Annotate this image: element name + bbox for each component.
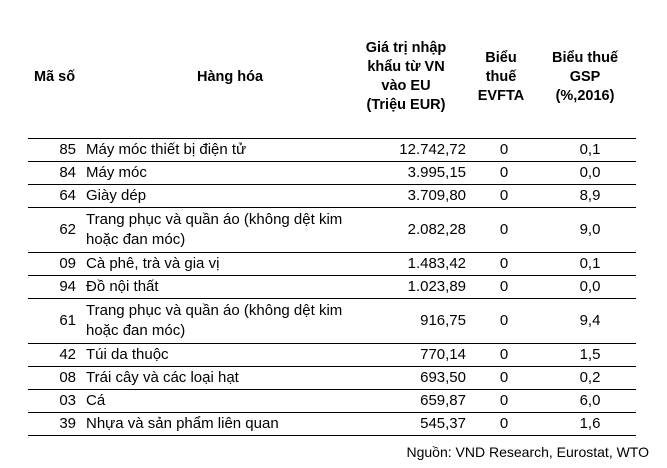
row-code: 62 bbox=[59, 221, 76, 238]
row-evfta-tariff: 0 bbox=[499, 312, 509, 329]
row-gsp-tariff: 9,0 bbox=[579, 221, 601, 238]
header-gsp-line: Biểu thuế bbox=[551, 49, 619, 66]
row-evfta-tariff: 0 bbox=[499, 255, 509, 272]
row-name bbox=[82, 254, 374, 274]
row-code: 94 bbox=[59, 278, 76, 295]
row-gsp-tariff: 6,0 bbox=[579, 392, 601, 409]
row-name-line: Máy móc thiết bị điện tử bbox=[86, 141, 247, 158]
table-row bbox=[28, 139, 636, 162]
table-row bbox=[28, 390, 636, 413]
row-name-line: Trang phục và quần áo (không dệt kim bbox=[86, 211, 343, 228]
row-code: 64 bbox=[59, 187, 76, 204]
header-code: Mã số bbox=[34, 68, 76, 85]
row-name-line: Giày dép bbox=[86, 187, 147, 204]
row-name-line: Trang phục và quần áo (không dệt kim bbox=[86, 302, 343, 319]
header-evfta-line: Biểu bbox=[485, 49, 517, 66]
row-gsp-tariff: 0,0 bbox=[579, 278, 601, 295]
table-header bbox=[28, 22, 636, 132]
row-gsp-tariff: 0,2 bbox=[579, 369, 601, 386]
row-import-value: 1.023,89 bbox=[407, 278, 466, 295]
row-name-line: Túi da thuộc bbox=[86, 346, 169, 363]
source-note: Nguồn: VND Research, Eurostat, WTO bbox=[406, 444, 649, 460]
header-evfta-line: thuế bbox=[485, 68, 517, 85]
header-value-line: (Triệu EUR) bbox=[366, 97, 446, 113]
row-name-line: Máy móc bbox=[86, 164, 147, 181]
row-name bbox=[82, 277, 374, 297]
row-code: 09 bbox=[59, 255, 76, 272]
row-evfta-tariff: 0 bbox=[499, 141, 509, 158]
row-code: 61 bbox=[59, 312, 76, 329]
row-gsp-tariff: 0,1 bbox=[579, 255, 601, 272]
row-evfta-tariff: 0 bbox=[499, 278, 509, 295]
row-gsp-tariff: 9,4 bbox=[579, 312, 601, 329]
row-name-line: Nhựa và sản phẩm liên quan bbox=[86, 415, 279, 432]
row-evfta-tariff: 0 bbox=[499, 392, 509, 409]
header-divider bbox=[28, 132, 636, 139]
row-gsp-tariff: 8,9 bbox=[579, 187, 601, 204]
header-evfta bbox=[468, 49, 534, 106]
row-code: 39 bbox=[59, 415, 76, 432]
row-name-line: Cá bbox=[86, 392, 106, 409]
row-import-value: 693,50 bbox=[420, 369, 466, 386]
row-import-value: 916,75 bbox=[420, 312, 466, 329]
header-gsp-line: (%,2016) bbox=[555, 87, 615, 104]
header-value bbox=[312, 39, 468, 115]
row-name-line: Đồ nội thất bbox=[86, 278, 159, 295]
row-import-value: 1.483,42 bbox=[407, 255, 466, 272]
table-row bbox=[28, 367, 636, 390]
row-import-value: 545,37 bbox=[420, 415, 466, 432]
row-name bbox=[82, 163, 374, 183]
import-tariff-table bbox=[28, 22, 636, 436]
row-import-value: 3.709,80 bbox=[407, 187, 466, 204]
row-code: 85 bbox=[59, 141, 76, 158]
row-import-value: 659,87 bbox=[420, 392, 466, 409]
row-name bbox=[82, 186, 374, 206]
header-gsp-line: GSP bbox=[569, 68, 601, 85]
row-evfta-tariff: 0 bbox=[499, 187, 509, 204]
header-value-line: Giá trị nhập bbox=[365, 40, 447, 56]
row-name bbox=[82, 140, 374, 160]
row-import-value: 3.995,15 bbox=[407, 164, 466, 181]
row-code: 42 bbox=[59, 346, 76, 363]
row-gsp-tariff: 1,6 bbox=[579, 415, 601, 432]
row-code: 03 bbox=[59, 392, 76, 409]
row-evfta-tariff: 0 bbox=[499, 369, 509, 386]
header-evfta-line: EVFTA bbox=[477, 87, 525, 104]
row-gsp-tariff: 1,5 bbox=[579, 346, 601, 363]
table-row bbox=[28, 413, 636, 436]
table-body bbox=[28, 139, 636, 436]
row-evfta-tariff: 0 bbox=[499, 221, 509, 238]
row-name bbox=[82, 301, 374, 341]
row-code: 08 bbox=[59, 369, 76, 386]
header-value-line: vào EU bbox=[381, 78, 431, 94]
row-name-line: Trái cây và các loại hạt bbox=[86, 369, 239, 386]
table-row bbox=[28, 299, 636, 344]
row-import-value: 2.082,28 bbox=[407, 221, 466, 238]
row-import-value: 770,14 bbox=[420, 346, 466, 363]
row-code: 84 bbox=[59, 164, 76, 181]
row-name-line: hoặc đan móc) bbox=[86, 322, 186, 339]
table-row bbox=[28, 162, 636, 185]
row-name-line: hoặc đan móc) bbox=[86, 231, 186, 248]
table-row bbox=[28, 253, 636, 276]
row-import-value: 12.742,72 bbox=[399, 141, 466, 158]
header-value-line: khẩu từ VN bbox=[367, 59, 445, 75]
table-row bbox=[28, 208, 636, 253]
table-row bbox=[28, 344, 636, 367]
row-name bbox=[82, 345, 374, 365]
row-evfta-tariff: 0 bbox=[499, 164, 509, 181]
row-name bbox=[82, 414, 374, 434]
table-row bbox=[28, 185, 636, 208]
row-evfta-tariff: 0 bbox=[499, 415, 509, 432]
row-name-line: Cà phê, trà và gia vị bbox=[86, 255, 220, 272]
row-gsp-tariff: 0,1 bbox=[579, 141, 601, 158]
row-name bbox=[82, 368, 374, 388]
row-name bbox=[82, 391, 374, 411]
header-name: Hàng hóa bbox=[196, 68, 264, 85]
header-gsp bbox=[534, 49, 636, 106]
table-row bbox=[28, 276, 636, 299]
row-name bbox=[82, 210, 374, 250]
row-gsp-tariff: 0,0 bbox=[579, 164, 601, 181]
row-evfta-tariff: 0 bbox=[499, 346, 509, 363]
